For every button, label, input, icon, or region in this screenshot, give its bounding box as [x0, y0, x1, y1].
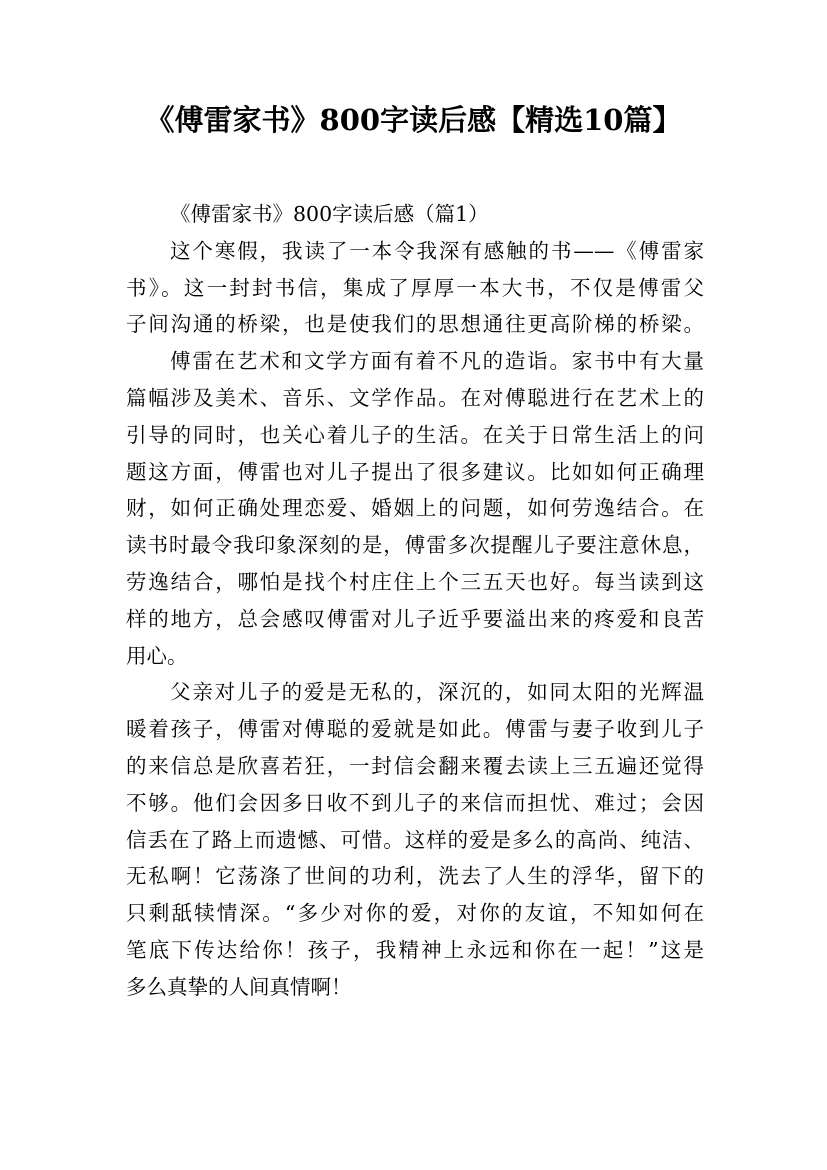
section-heading: 《傅雷家书》800字读后感（篇1）	[170, 202, 489, 226]
paragraph-3-line-2: 暖着孩子，傅雷对傅聪的爱就是如此。傅雷与妻子收到儿子	[126, 717, 704, 742]
paragraph-2-line-1: 傅雷在艺术和文学方面有着不凡的造诣。家书中有大量	[170, 349, 704, 374]
paragraph-2-line-2: 篇幅涉及美术、音乐、文学作品。在对傅聪进行在艺术上的	[126, 385, 704, 410]
paragraph-3-line-5: 信丢在了路上而遗憾、可惜。这样的爱是多么的高尚、纯洁、	[126, 827, 704, 852]
paragraph-3-line-8: 笔底下传达给你！孩子，我精神上永远和你在一起！”这是	[126, 937, 704, 962]
document-title: 《傅雷家书》800字读后感【精选10篇】	[145, 103, 682, 137]
paragraph-3-line-1: 父亲对儿子的爱是无私的，深沉的，如同太阳的光辉温	[170, 680, 704, 705]
paragraph-1-line-2: 书》。这一封封书信，集成了厚厚一本大书，不仅是傅雷父	[126, 275, 704, 300]
paragraph-1-line-1: 这个寒假，我读了一本令我深有感触的书——《傅雷家	[170, 238, 704, 263]
paragraph-2-line-7: 劳逸结合，哪怕是找个村庄住上个三五天也好。每当读到这	[126, 569, 704, 594]
paragraph-3-line-6: 无私啊！它荡涤了世间的功利，洗去了人生的浮华，留下的	[126, 864, 704, 889]
paragraph-2-line-8: 样的地方，总会感叹傅雷对儿子近乎要溢出来的疼爱和良苦	[126, 606, 704, 631]
document-body	[126, 196, 704, 1006]
paragraph-2-line-6: 读书时最令我印象深刻的是，傅雷多次提醒儿子要注意休息，	[126, 533, 704, 558]
paragraph-1-line-3: 子间沟通的桥梁，也是使我们的思想通往更高阶梯的桥梁。	[126, 312, 704, 337]
paragraph-3-line-3: 的来信总是欣喜若狂，一封信会翻来覆去读上三五遍还觉得	[126, 753, 704, 778]
paragraph-3-line-4: 不够。他们会因多日收不到儿子的来信而担忧、难过；会因	[126, 790, 704, 815]
paragraph-3-line-7: 只剩舐犊情深。“多少对你的爱，对你的友谊，不知如何在	[126, 901, 704, 926]
paragraph-2-line-5: 财，如何正确处理恋爱、婚姻上的问题，如何劳逸结合。在	[126, 496, 704, 521]
paragraph-2-line-4: 题这方面，傅雷也对儿子提出了很多建议。比如如何正确理	[126, 459, 704, 484]
paragraph-2-line-3: 引导的同时，也关心着儿子的生活。在关于日常生活上的问	[126, 422, 704, 447]
paragraph-3-line-9: 多么真挚的人间真情啊！	[126, 974, 352, 999]
paragraph-2-line-9: 用心。	[126, 643, 188, 668]
